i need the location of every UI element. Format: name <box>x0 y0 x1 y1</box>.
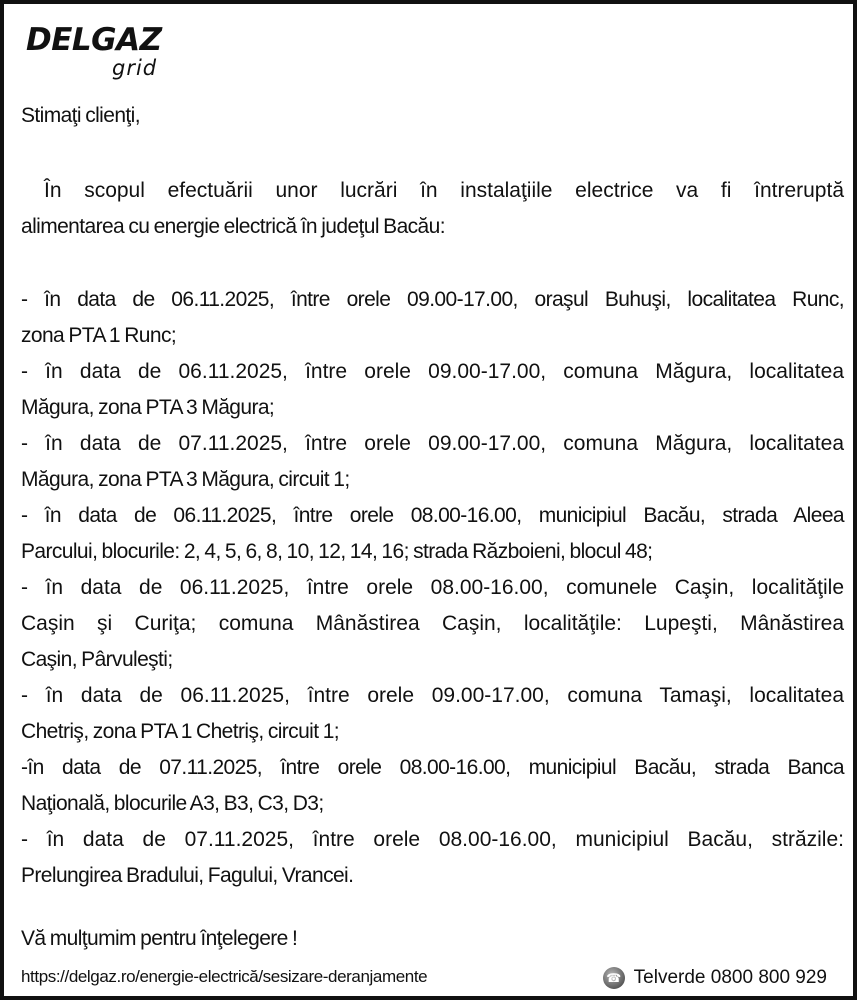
logo-brand: DELGAZ <box>26 22 162 58</box>
outage-item-6-line-2: Chetriş, zona PTA 1 Chetriş, circuit 1; <box>21 720 340 743</box>
hotline <box>603 964 827 992</box>
outage-item-2-line-1: - în data de 06.11.2025, între orele 09.00-17.00, comuna Măgura, localitatea <box>21 360 844 383</box>
outage-item-7-line-2: Naţională, blocurile A3, B3, C3, D3; <box>21 792 324 815</box>
outage-item-5-line-2: Caşin şi Curiţa; comuna Mânăstirea Caşin, localităţile: Lupeşti, Mânăstirea <box>21 612 844 635</box>
telephone-icon: ☎ <box>603 967 625 989</box>
outage-item-1-line-1: - în data de 06.11.2025, între orele 09.00-17.00, oraşul Buhuşi, localitatea Runc, <box>21 288 844 311</box>
logo-sub: grid <box>112 56 158 80</box>
outage-item-2-line-2: Măgura, zona PTA 3 Măgura; <box>21 396 275 419</box>
outage-item-5-line-3: Caşin, Pârvuleşti; <box>21 648 173 671</box>
outage-item-4-line-2: Parcului, blocurile: 2, 4, 5, 6, 8, 10, 12, 14, 16; strada Războieni, blocul 48; <box>21 540 653 563</box>
intro-line-1: În scopul efectuării unor lucrări în instalaţiile electrice va fi întreruptă <box>44 179 844 202</box>
outage-item-8-line-2: Prelungirea Bradului, Fagului, Vrancei. <box>21 864 354 887</box>
closing-text: Vă mulţumim pentru înţelegere ! <box>21 927 298 950</box>
outage-item-4-line-1: - în data de 06.11.2025, între orele 08.00-16.00, municipiul Bacău, strada Aleea <box>21 504 844 527</box>
outage-item-5-line-1: - în data de 06.11.2025, între orele 08.00-16.00, comunele Caşin, localităţile <box>21 576 844 599</box>
greeting: Stimaţi clienţi, <box>21 104 140 127</box>
outage-item-8-line-1: - în data de 07.11.2025, între orele 08.00-16.00, municipiul Bacău, străzile: <box>21 828 844 851</box>
hotline-number: Telverde 0800 800 929 <box>633 967 827 988</box>
outage-item-3-line-1: - în data de 07.11.2025, între orele 09.00-17.00, comuna Măgura, localitatea <box>21 432 844 455</box>
report-outage-link[interactable]: https://delgaz.ro/energie-electrică/sesizare-deranjamente <box>21 967 428 986</box>
outage-item-6-line-1: - în data de 06.11.2025, între orele 09.00-17.00, comuna Tamaşi, localitatea <box>21 684 844 707</box>
delgaz-grid-logo <box>26 22 186 84</box>
outage-item-3-line-2: Măgura, zona PTA 3 Măgura, circuit 1; <box>21 468 350 491</box>
intro-line-2: alimentarea cu energie electrică în judeţul Bacău: <box>21 215 445 238</box>
outage-item-7-line-1: -în data de 07.11.2025, între orele 08.00-16.00, municipiul Bacău, strada Banca <box>21 756 844 779</box>
outage-item-1-line-2: zona PTA 1 Runc; <box>21 324 177 347</box>
